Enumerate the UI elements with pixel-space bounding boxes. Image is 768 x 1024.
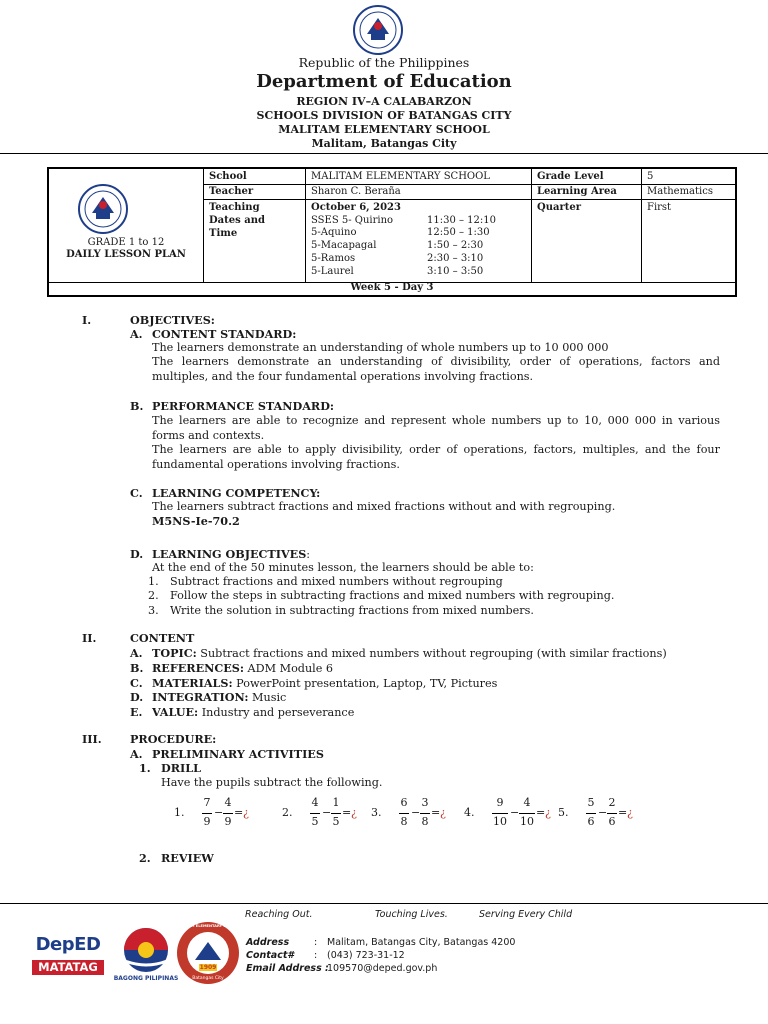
learning-area-value: Mathematics — [647, 186, 713, 197]
fraction-numerator: 7 — [203, 796, 211, 809]
performance-standard-heading: PERFORMANCE STANDARD: — [152, 399, 335, 413]
grade-level-value: 5 — [647, 171, 654, 182]
fraction-denominator: 8 — [400, 815, 408, 828]
fraction-bar — [586, 813, 596, 814]
fraction-bar — [202, 813, 212, 814]
minus-sign: − — [510, 806, 520, 819]
fraction-bar — [492, 813, 508, 814]
fraction-bar — [420, 813, 430, 814]
fraction-denominator: 9 — [224, 815, 232, 828]
equals-sign: = — [536, 806, 546, 819]
tagline-touching-lives: Touching Lives. — [375, 909, 448, 920]
schedule-row: 5-Laurel 3:10 – 3:50 — [311, 266, 484, 277]
fraction-numerator: 4 — [523, 796, 531, 809]
bagong-pilipinas-logo — [113, 925, 179, 985]
fraction-numerator: 3 — [421, 796, 429, 809]
teacher-label: Teacher — [209, 186, 254, 197]
fraction-denominator: 10 — [493, 815, 507, 828]
learning-competency-heading: LEARNING COMPETENCY: — [152, 486, 321, 500]
schedule-row: 5-Macapagal 1:50 – 2:30 — [311, 240, 484, 251]
drill-heading: DRILL — [161, 761, 201, 775]
fraction-denominator: 9 — [203, 815, 211, 828]
fraction-bar — [607, 813, 617, 814]
department-title: Department of Education — [256, 71, 512, 92]
fraction-numerator: 4 — [311, 796, 319, 809]
problem-number: 4. — [464, 806, 475, 819]
bagong-pilipinas-text: BAGONG PILIPINAS — [113, 975, 179, 982]
content-item-materials: MATERIALS: PowerPoint presentation, Laptop, TV, Pictures — [152, 676, 498, 690]
schedule-row: SSES 5- Quirino 11:30 – 12:10 — [311, 215, 496, 226]
address-label: Address — [246, 937, 290, 948]
fraction-denominator: 6 — [587, 815, 595, 828]
equals-sign: = — [234, 806, 244, 819]
dlp-title: DAILY LESSON PLAN — [66, 249, 186, 260]
dates-label-3: Time — [209, 228, 238, 239]
subsection-letter: C. — [130, 486, 143, 500]
fraction-denominator: 5 — [332, 815, 340, 828]
dates-label-2: Dates and — [209, 215, 265, 226]
learning-area-label: Learning Area — [537, 186, 617, 197]
quarter-value: First — [647, 202, 672, 213]
contact-value: (043) 723-31-12 — [327, 950, 405, 961]
section-numeral: I. — [82, 313, 92, 327]
unknown-answer: ¿ — [545, 806, 551, 819]
list-item-number: 3. — [148, 604, 159, 617]
preliminary-activities-heading: PRELIMINARY ACTIVITIES — [152, 747, 324, 761]
grade-level-label: Grade Level — [537, 171, 604, 182]
fraction-denominator: 10 — [520, 815, 534, 828]
dates-label-1: Teaching — [209, 202, 260, 213]
quarter-label: Quarter — [537, 202, 581, 213]
deped-matatag-logo — [30, 930, 106, 980]
competency-code: M5NS-Ie-70.2 — [152, 514, 240, 528]
school-label: School — [209, 171, 247, 182]
tagline-serving: Serving Every Child — [479, 909, 573, 920]
school-seal-city: Batangas City — [192, 976, 224, 981]
unknown-answer: ¿ — [440, 806, 446, 819]
region-line: REGION IV–A CALABARZON — [296, 95, 472, 108]
colon: : — [314, 950, 318, 961]
fraction-bar — [399, 813, 409, 814]
minus-sign: − — [322, 806, 332, 819]
unknown-answer: ¿ — [243, 806, 249, 819]
school-seal-name: MALITAM ELEMENTARY SCHOOL — [175, 924, 240, 928]
subsection-letter: E. — [130, 705, 143, 719]
deped-seal-icon — [77, 183, 129, 235]
subsection-letter: A. — [130, 646, 143, 660]
content-item-references: REFERENCES: ADM Module 6 — [152, 661, 334, 675]
fraction-bar — [331, 813, 341, 814]
subsection-letter: A. — [130, 747, 143, 761]
content-standard-text-1: The learners demonstrate an understanding of whole numbers up to 10 000 000 — [152, 341, 609, 354]
footer-divider — [0, 903, 768, 904]
fraction-numerator: 5 — [587, 796, 595, 809]
fraction-numerator: 1 — [332, 796, 340, 809]
content-item-integration: INTEGRATION: Music — [152, 690, 287, 704]
procedure-heading: PROCEDURE: — [130, 732, 217, 746]
unknown-answer: ¿ — [627, 806, 633, 819]
address-value: Malitam, Batangas City, Batangas 4200 — [327, 937, 516, 948]
subsection-letter: A. — [130, 327, 143, 341]
performance-standard-text-2: The learners are able to apply divisibility, order of operations, factors, multiples, and the four fundamental operations involving fractions. — [152, 443, 720, 471]
matatag-text: MATATAG — [32, 960, 104, 975]
learning-objectives-intro: At the end of the 50 minutes lesson, the learners should be able to: — [152, 561, 534, 574]
deped-logo-text: DepED — [35, 934, 101, 955]
tagline-reaching-out: Reaching Out. — [245, 909, 313, 920]
fraction-bar — [223, 813, 233, 814]
school-seal-year: 1909 — [199, 964, 217, 971]
city-line: Malitam, Batangas City — [311, 137, 457, 150]
fraction-numerator: 9 — [496, 796, 504, 809]
header-divider — [0, 153, 768, 154]
subsection-letter: D. — [130, 547, 144, 561]
unknown-answer: ¿ — [351, 806, 357, 819]
learning-competency-text: The learners subtract fractions and mixed fractions without and with regrouping. — [152, 500, 616, 513]
list-item-number: 2. — [148, 589, 159, 602]
problem-number: 5. — [558, 806, 569, 819]
list-item: Write the solution in subtracting fractions from mixed numbers. — [170, 604, 534, 617]
drill-instruction: Have the pupils subtract the following. — [161, 776, 383, 789]
fraction-numerator: 2 — [608, 796, 616, 809]
review-number: 2. — [139, 851, 151, 865]
minus-sign: − — [214, 806, 224, 819]
date-value: October 6, 2023 — [311, 202, 401, 213]
grade-title: GRADE 1 to 12 — [87, 237, 165, 248]
deped-seal-icon — [347, 4, 409, 56]
performance-standard-text-1: The learners are able to recognize and represent whole numbers up to 10, 000 000 in various forms and contexts. — [152, 414, 720, 442]
email-label: Email Address : — [246, 963, 329, 974]
school-line: MALITAM ELEMENTARY SCHOOL — [278, 123, 490, 136]
fraction-bar — [519, 813, 535, 814]
week-label: Week 5 - Day 3 — [350, 282, 434, 293]
subsection-letter: D. — [130, 690, 144, 704]
subsection-letter: C. — [130, 676, 143, 690]
teacher-value: Sharon C. Beraña — [311, 186, 401, 197]
problem-number: 3. — [371, 806, 382, 819]
learning-objectives-heading: LEARNING OBJECTIVES: — [152, 547, 311, 561]
colon: : — [314, 937, 318, 948]
schedule-row: 5-Ramos 2:30 – 3:10 — [311, 253, 484, 264]
fraction-bar — [310, 813, 320, 814]
equals-sign: = — [431, 806, 441, 819]
subsection-letter: B. — [130, 399, 144, 413]
school-seal — [175, 920, 241, 986]
republic-line: Republic of the Philippines — [298, 55, 470, 70]
problem-number: 2. — [282, 806, 293, 819]
section-numeral: II. — [82, 631, 97, 645]
problem-number: 1. — [174, 806, 185, 819]
list-item-number: 1. — [148, 575, 159, 588]
list-item: Subtract fractions and mixed numbers without regrouping — [170, 575, 503, 588]
equals-sign: = — [342, 806, 352, 819]
content-standard-heading: CONTENT STANDARD: — [152, 327, 297, 341]
fraction-denominator: 8 — [421, 815, 429, 828]
content-item-topic: TOPIC: Subtract fractions and mixed numbers without regrouping (with similar fractions) — [152, 646, 667, 660]
division-line: SCHOOLS DIVISION OF BATANGAS CITY — [256, 109, 512, 122]
fraction-denominator: 6 — [608, 815, 616, 828]
review-heading: REVIEW — [161, 851, 214, 865]
fraction-denominator: 5 — [311, 815, 319, 828]
fraction-numerator: 4 — [224, 796, 232, 809]
content-heading: CONTENT — [130, 631, 195, 645]
contact-label: Contact# — [246, 950, 294, 961]
email-value[interactable]: 109570@deped.gov.ph — [327, 963, 438, 974]
content-standard-text-2: The learners demonstrate an understanding of divisibility, order of operations, factors and multiples, and the four fundamental operations involving fractions. — [152, 355, 720, 383]
minus-sign: − — [598, 806, 608, 819]
section-numeral: III. — [82, 732, 102, 746]
bagong-pilipinas-icon — [113, 925, 179, 975]
school-value: MALITAM ELEMENTARY SCHOOL — [311, 171, 490, 182]
schedule-row: 5-Aquino 12:50 – 1:30 — [311, 227, 490, 238]
lesson-info-table — [47, 167, 737, 297]
minus-sign: − — [411, 806, 421, 819]
equals-sign: = — [618, 806, 628, 819]
fraction-numerator: 6 — [400, 796, 408, 809]
content-item-value: VALUE: Industry and perseverance — [152, 705, 355, 719]
subsection-letter: B. — [130, 661, 144, 675]
objectives-heading: OBJECTIVES: — [130, 313, 215, 327]
list-item: Follow the steps in subtracting fractions and mixed numbers with regrouping. — [170, 589, 615, 602]
drill-number: 1. — [139, 761, 151, 775]
